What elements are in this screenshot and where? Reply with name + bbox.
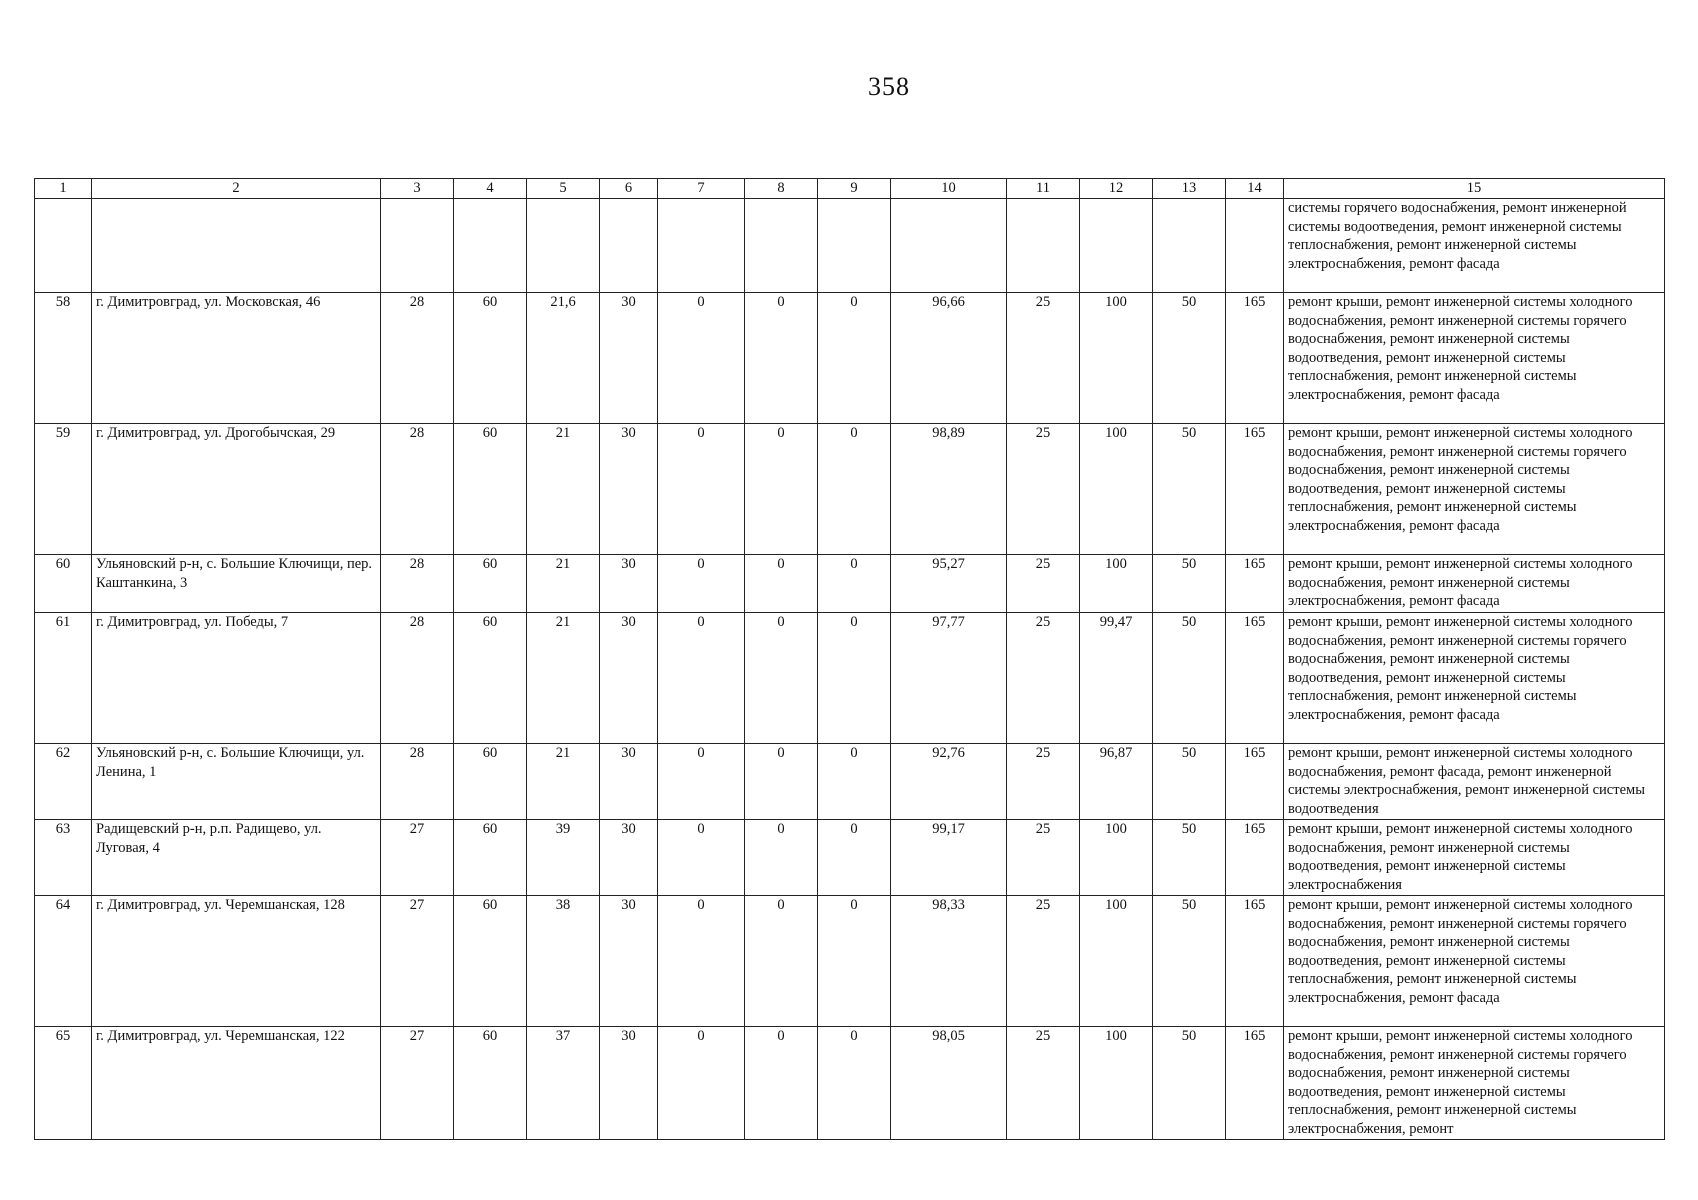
value-cell: 0 [818, 555, 891, 613]
value-cell: 165 [1226, 1027, 1284, 1140]
repair-works-cell: ремонт крыши, ремонт инженерной системы холодного водоснабжения, ремонт инженерной системы электроснабжения, ремонт фасада [1284, 555, 1665, 613]
table-row [35, 744, 1665, 820]
value-cell: 0 [658, 613, 745, 744]
continuation-row [35, 199, 1665, 293]
table-row [35, 424, 1665, 555]
column-header: 2 [92, 179, 381, 199]
table-row [35, 896, 1665, 1027]
row-number-cell: 63 [35, 820, 92, 896]
value-cell: 30 [600, 820, 658, 896]
value-cell: 25 [1007, 613, 1080, 744]
value-cell: 25 [1007, 896, 1080, 1027]
value-cell: 0 [745, 744, 818, 820]
value-cell: 99,17 [891, 820, 1007, 896]
value-cell: 21,6 [527, 293, 600, 424]
value-cell: 25 [1007, 820, 1080, 896]
value-cell: 98,33 [891, 896, 1007, 1027]
value-cell: 30 [600, 424, 658, 555]
value-cell: 0 [818, 896, 891, 1027]
value-cell: 0 [745, 613, 818, 744]
value-cell: 60 [454, 293, 527, 424]
repair-works-cell: ремонт крыши, ремонт инженерной системы холодного водоснабжения, ремонт фасада, ремонт инженерной системы электроснабжения, ремонт инженерной системы водоотведения [1284, 744, 1665, 820]
table-row [35, 820, 1665, 896]
value-cell: 30 [600, 1027, 658, 1140]
value-cell: 27 [381, 1027, 454, 1140]
column-header: 15 [1284, 179, 1665, 199]
value-cell: 0 [658, 896, 745, 1027]
value-cell: 100 [1080, 293, 1153, 424]
value-cell: 0 [818, 424, 891, 555]
value-cell: 0 [745, 1027, 818, 1140]
value-cell: 28 [381, 613, 454, 744]
value-cell: 60 [454, 896, 527, 1027]
value-cell: 100 [1080, 820, 1153, 896]
repair-works-cell: ремонт крыши, ремонт инженерной системы холодного водоснабжения, ремонт инженерной системы водоотведения, ремонт инженерной системы электроснабжения [1284, 820, 1665, 896]
repair-works-cell: ремонт крыши, ремонт инженерной системы холодного водоснабжения, ремонт инженерной системы горячего водоснабжения, ремонт инженерной системы водоотведения, ремонт инженерной системы теплоснабжения, ремонт инженерной системы электроснабжения, ремонт фасада [1284, 293, 1665, 424]
value-cell: 50 [1153, 1027, 1226, 1140]
value-cell: 28 [381, 293, 454, 424]
table-row [35, 613, 1665, 744]
page-number: 358 [868, 72, 910, 101]
address-cell: Ульяновский р-н, с. Большие Ключищи, пер. Каштанкина, 3 [92, 555, 381, 613]
value-cell: 98,05 [891, 1027, 1007, 1140]
address-cell: Ульяновский р-н, с. Большие Ключищи, ул. Ленина, 1 [92, 744, 381, 820]
value-cell: 0 [745, 896, 818, 1027]
column-header: 6 [600, 179, 658, 199]
value-cell: 30 [600, 293, 658, 424]
value-cell: 25 [1007, 555, 1080, 613]
value-cell: 96,66 [891, 293, 1007, 424]
row-number-cell: 58 [35, 293, 92, 424]
value-cell: 100 [1080, 555, 1153, 613]
value-cell: 95,27 [891, 555, 1007, 613]
value-cell: 28 [381, 555, 454, 613]
row-number-cell: 64 [35, 896, 92, 1027]
value-cell: 50 [1153, 555, 1226, 613]
value-cell: 30 [600, 744, 658, 820]
value-cell: 100 [1080, 896, 1153, 1027]
column-header: 5 [527, 179, 600, 199]
table-row [35, 1027, 1665, 1140]
value-cell: 0 [658, 1027, 745, 1140]
value-cell: 30 [600, 613, 658, 744]
value-cell: 165 [1226, 613, 1284, 744]
repair-works-cell: системы горячего водоснабжения, ремонт инженерной системы водоотведения, ремонт инженерной системы теплоснабжения, ремонт инженерной системы электроснабжения, ремонт фасада [1284, 199, 1665, 293]
row-number-cell: 59 [35, 424, 92, 555]
value-cell: 28 [381, 424, 454, 555]
value-cell: 50 [1153, 293, 1226, 424]
value-cell: 165 [1226, 896, 1284, 1027]
value-cell: 50 [1153, 896, 1226, 1027]
column-header: 9 [818, 179, 891, 199]
value-cell: 21 [527, 744, 600, 820]
value-cell: 98,89 [891, 424, 1007, 555]
column-header: 3 [381, 179, 454, 199]
value-cell: 39 [527, 820, 600, 896]
table-row [35, 293, 1665, 424]
value-cell: 21 [527, 424, 600, 555]
repair-works-cell: ремонт крыши, ремонт инженерной системы холодного водоснабжения, ремонт инженерной системы горячего водоснабжения, ремонт инженерной системы водоотведения, ремонт инженерной системы теплоснабжения, ремонт инженерной системы электроснабжения, ремонт фасада [1284, 613, 1665, 744]
value-cell: 21 [527, 555, 600, 613]
value-cell: 0 [745, 555, 818, 613]
value-cell: 100 [1080, 424, 1153, 555]
value-cell: 0 [658, 293, 745, 424]
value-cell: 50 [1153, 744, 1226, 820]
housing-repair-table [34, 178, 1665, 1140]
value-cell: 25 [1007, 293, 1080, 424]
value-cell: 0 [658, 424, 745, 555]
value-cell: 165 [1226, 744, 1284, 820]
column-header: 11 [1007, 179, 1080, 199]
repair-works-cell: ремонт крыши, ремонт инженерной системы холодного водоснабжения, ремонт инженерной системы горячего водоснабжения, ремонт инженерной системы водоотведения, ремонт инженерной системы теплоснабжения, ремонт инженерной системы электроснабжения, ремонт фасада [1284, 424, 1665, 555]
value-cell: 27 [381, 896, 454, 1027]
address-cell: Радищевский р-н, р.п. Радищево, ул. Луговая, 4 [92, 820, 381, 896]
row-number-cell: 65 [35, 1027, 92, 1140]
column-header: 13 [1153, 179, 1226, 199]
value-cell: 50 [1153, 820, 1226, 896]
value-cell: 100 [1080, 1027, 1153, 1140]
address-cell: г. Димитровград, ул. Московская, 46 [92, 293, 381, 424]
row-number-cell: 60 [35, 555, 92, 613]
value-cell: 99,47 [1080, 613, 1153, 744]
value-cell: 0 [745, 820, 818, 896]
address-cell: г. Димитровград, ул. Черемшанская, 128 [92, 896, 381, 1027]
value-cell: 21 [527, 613, 600, 744]
row-number-cell: 62 [35, 744, 92, 820]
column-number-row [35, 179, 1665, 199]
repair-works-cell: ремонт крыши, ремонт инженерной системы холодного водоснабжения, ремонт инженерной системы горячего водоснабжения, ремонт инженерной системы водоотведения, ремонт инженерной системы теплоснабжения, ремонт инженерной системы электроснабжения, ремонт фасада [1284, 896, 1665, 1027]
value-cell: 0 [658, 744, 745, 820]
value-cell: 165 [1226, 555, 1284, 613]
value-cell: 37 [527, 1027, 600, 1140]
column-header: 8 [745, 179, 818, 199]
row-number-cell: 61 [35, 613, 92, 744]
value-cell: 30 [600, 896, 658, 1027]
value-cell: 92,76 [891, 744, 1007, 820]
value-cell: 97,77 [891, 613, 1007, 744]
column-header: 14 [1226, 179, 1284, 199]
column-header: 7 [658, 179, 745, 199]
address-cell: г. Димитровград, ул. Дрогобычская, 29 [92, 424, 381, 555]
value-cell: 38 [527, 896, 600, 1027]
value-cell: 25 [1007, 424, 1080, 555]
value-cell: 50 [1153, 424, 1226, 555]
value-cell: 165 [1226, 424, 1284, 555]
value-cell: 60 [454, 1027, 527, 1140]
value-cell: 0 [818, 613, 891, 744]
column-header: 1 [35, 179, 92, 199]
value-cell: 27 [381, 820, 454, 896]
value-cell: 0 [818, 744, 891, 820]
column-header: 12 [1080, 179, 1153, 199]
value-cell: 60 [454, 820, 527, 896]
column-header: 10 [891, 179, 1007, 199]
value-cell: 0 [818, 820, 891, 896]
value-cell: 25 [1007, 1027, 1080, 1140]
value-cell: 30 [600, 555, 658, 613]
value-cell: 96,87 [1080, 744, 1153, 820]
value-cell: 60 [454, 555, 527, 613]
value-cell: 0 [818, 1027, 891, 1140]
address-cell: г. Димитровград, ул. Черемшанская, 122 [92, 1027, 381, 1140]
value-cell: 165 [1226, 293, 1284, 424]
value-cell: 50 [1153, 613, 1226, 744]
value-cell: 0 [745, 424, 818, 555]
value-cell: 165 [1226, 820, 1284, 896]
value-cell: 60 [454, 744, 527, 820]
value-cell: 0 [818, 293, 891, 424]
value-cell: 25 [1007, 744, 1080, 820]
table-row [35, 555, 1665, 613]
value-cell: 0 [658, 555, 745, 613]
value-cell: 0 [745, 293, 818, 424]
address-cell: г. Димитровград, ул. Победы, 7 [92, 613, 381, 744]
repair-works-cell: ремонт крыши, ремонт инженерной системы холодного водоснабжения, ремонт инженерной системы горячего водоснабжения, ремонт инженерной системы водоотведения, ремонт инженерной системы теплоснабжения, ремонт инженерной системы электроснабжения, ремонт [1284, 1027, 1665, 1140]
column-header: 4 [454, 179, 527, 199]
value-cell: 60 [454, 424, 527, 555]
value-cell: 28 [381, 744, 454, 820]
value-cell: 0 [658, 820, 745, 896]
value-cell: 60 [454, 613, 527, 744]
